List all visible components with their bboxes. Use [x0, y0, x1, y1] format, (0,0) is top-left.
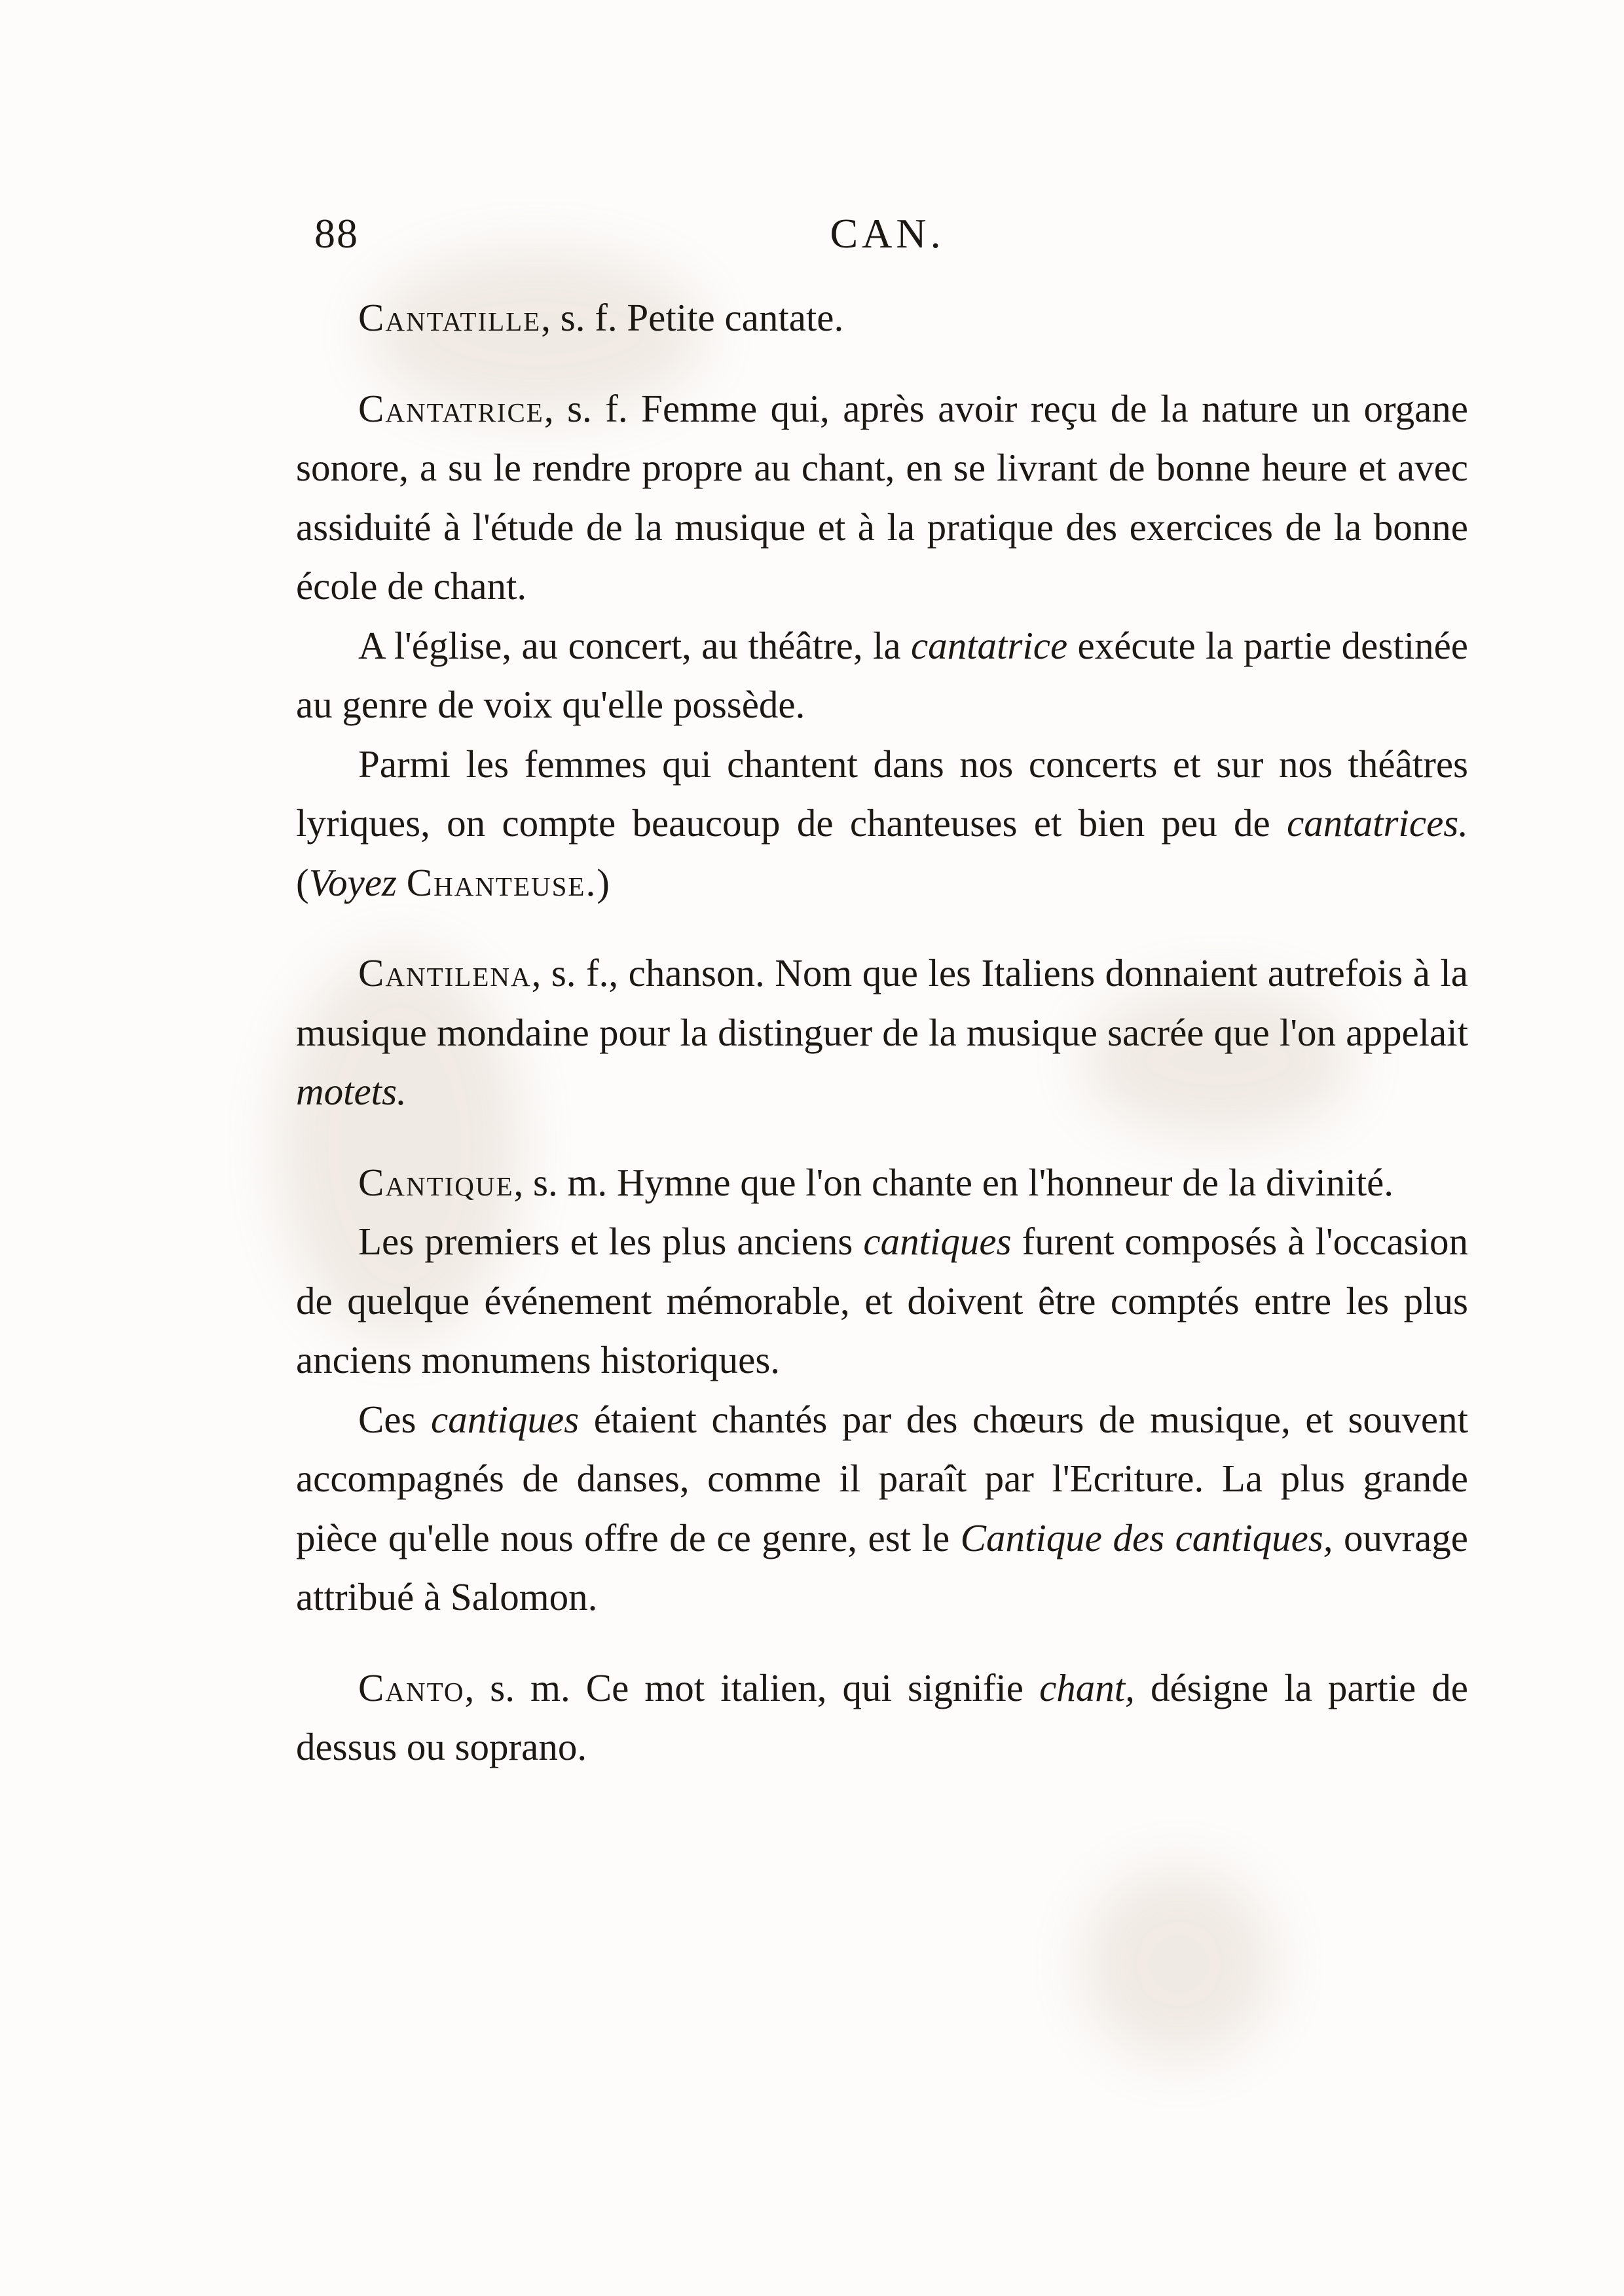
- headword: Cantilena: [358, 951, 532, 994]
- text-run: furent composés à l'occasion de quelque événement mémorable, et doivent être comptés entre les plus anciens monumens historiques.: [296, 1220, 1468, 1381]
- foxing-stain: [1080, 1866, 1277, 2062]
- running-head: CAN.: [830, 210, 945, 257]
- text-run: Ces: [358, 1397, 432, 1441]
- paragraph: [296, 616, 1468, 735]
- text-run: ouvrage attribué à Salomon.: [296, 1516, 1468, 1618]
- paragraph: [296, 1390, 1468, 1627]
- italic-term: motets.: [296, 1070, 407, 1113]
- italic-term: chant,: [1039, 1666, 1135, 1709]
- text-run: étaient chantés par des chœurs de musique, et souvent accompagnés de danses, comme il paraît par l'Ecriture. La plus grande pièce qu'elle nous offre de ce genre, est le: [296, 1397, 1469, 1559]
- cross-reference-label: Voyez: [308, 860, 397, 904]
- paragraph: [296, 1212, 1468, 1390]
- headword: Cantique: [358, 1160, 514, 1204]
- italic-term: cantatrice: [910, 623, 1068, 667]
- entry-cantatrice: [296, 379, 1468, 616]
- italic-term: cantiques: [863, 1220, 1012, 1263]
- text-run: Parmi les femmes qui chantent dans nos concerts et sur nos théâtres lyriques, on compte beaucoup de chanteuses et bien peu de: [296, 742, 1468, 845]
- text-run: exécute la partie destinée au genre de voix qu'elle possède.: [296, 623, 1468, 726]
- headword: Cantatrice: [358, 386, 544, 430]
- dictionary-text: [296, 288, 1468, 1777]
- italic-term: cantiques: [431, 1397, 580, 1441]
- headword: Cantatille: [358, 296, 542, 339]
- definition: , s. f., chanson. Nom que les Italiens donnaient autrefois à la musique mondaine pour la distinguer de la musique sacrée que l'on appelait: [296, 951, 1468, 1054]
- definition: , s. m. Ce mot italien, qui signifie: [464, 1666, 1040, 1709]
- text-run: Les premiers et les plus anciens: [358, 1220, 864, 1263]
- text-run: (: [296, 860, 309, 904]
- definition: , s. m. Hymne que l'on chante en l'honneur de la divinité.: [513, 1160, 1394, 1204]
- entry-cantatille: [296, 288, 1468, 348]
- entry-cantilena: [296, 943, 1468, 1121]
- entry-cantique: [296, 1153, 1468, 1212]
- definition: , s. f. Petite cantate.: [541, 296, 844, 339]
- page-number: 88: [314, 210, 359, 257]
- headword: Canto: [358, 1666, 465, 1709]
- definition: , s. f. Femme qui, après avoir reçu de la nature un organe sonore, a su le rendre propre au chant, en se livrant de bonne heure et avec assiduité à l'étude de la musique et à la pratique des exercices de la bonne école de chant.: [296, 386, 1468, 608]
- entry-canto: [296, 1658, 1468, 1777]
- text-run: A l'église, au concert, au théâtre, la: [358, 623, 911, 667]
- page-header: [308, 210, 1467, 282]
- text-run: désigne la partie de dessus ou soprano.: [296, 1666, 1468, 1768]
- italic-term: Cantique des cantiques,: [960, 1516, 1333, 1559]
- italic-term: cantatrices.: [1287, 801, 1468, 845]
- cross-reference: Chanteuse.: [406, 860, 597, 904]
- text-run: ): [597, 860, 610, 904]
- paragraph: [296, 735, 1468, 913]
